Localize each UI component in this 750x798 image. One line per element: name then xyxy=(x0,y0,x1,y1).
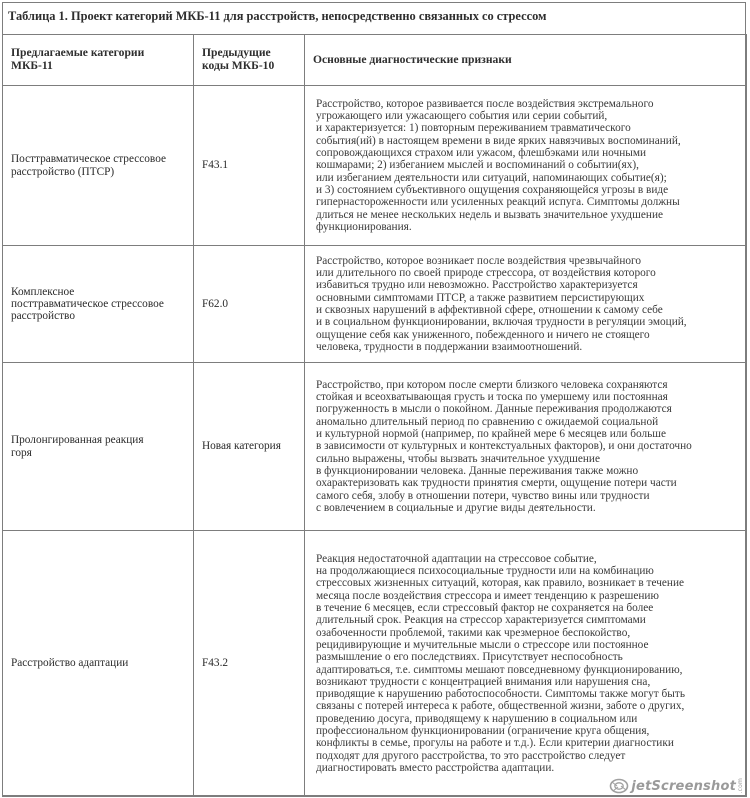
criteria-line: погруженность в мысли о покойном. Данные переживания продолжаются xyxy=(316,403,672,416)
criteria-line: конфликты в семье, прогулы на работе и т.д.). Если критерии диагностики xyxy=(316,737,674,750)
criteria-line: стойкая и всеохватывающая грусть и тоска по умершему или постоянная xyxy=(316,391,668,404)
criteria-line: ощущение себя как униженного, побежденного и ничего не стоящего xyxy=(316,328,650,341)
category-line: посттравматическое стрессовое xyxy=(11,297,164,310)
criteria-line: Реакция недостаточной адаптации на стрессовое событие, xyxy=(316,552,597,565)
criteria-cell xyxy=(305,363,747,531)
criteria-line: функционирования. xyxy=(316,220,412,233)
criteria-line: адаптироваться, т.е. симптомы мешают повседневному функционированию, xyxy=(316,663,683,676)
criteria-line: озабоченности проблемой, такими как чрезмерное беспокойство, xyxy=(316,626,631,639)
criteria-line: основными симптомами ПТСР, а также развитием персистирующих xyxy=(316,291,645,304)
criteria-line: сопровождающихся страхом или ужасом, флешбэками или ночными xyxy=(316,147,647,160)
category-line: расстройство (ПТСР) xyxy=(11,165,115,178)
criteria-line: сильно выражены, чтобы вызвать значительное ухудшение xyxy=(316,452,600,465)
watermark xyxy=(609,778,744,794)
criteria-line: и 3) состоянием субъективного ощущения сохраняющейся угрозы в виде xyxy=(316,183,669,196)
criteria-line: Расстройство, при котором после смерти близкого человека сохраняются xyxy=(316,378,668,391)
header-proposed-categories-line-1: Предлагаемые категории xyxy=(11,46,145,60)
criteria-line: в зависимости от культурных и контекстуальных факторов), и они достаточно xyxy=(316,440,692,453)
criteria-line: события(ий) в настоящем времени в виде ярких навязчивых воспоминаний, xyxy=(316,134,681,147)
header-previous-codes-line-2: коды МКБ-10 xyxy=(202,59,275,72)
criteria-line: рецидивирующие и мучительные мысли о стрессоре или постоянное xyxy=(316,638,649,651)
criteria-line: в течение 6 месяцев, если стрессовый фактор не сохраняется на более xyxy=(316,602,654,615)
category-cell xyxy=(3,246,194,363)
header-diagnostic-criteria: Основные диагностические признаки xyxy=(305,35,747,86)
criteria-line: и культурной нормой (например, по крайней мере 6 месяцев или больше xyxy=(316,428,667,441)
category-cell xyxy=(3,531,194,797)
watermark-text: jetScreenshot xyxy=(631,778,736,794)
criteria-line: длиться не менее нескольких недель и вызвать значительное ухудшение xyxy=(316,208,664,221)
code-cell: F62.0 xyxy=(194,246,305,363)
category-line: Пролонгированная реакция xyxy=(11,434,144,447)
category-cell xyxy=(3,363,194,531)
criteria-line: диагностировать вместо расстройства адаптации. xyxy=(316,761,555,774)
criteria-line: или длительного по своей природе стрессора, от воздействия которого xyxy=(316,267,656,280)
criteria-line: избавиться трудно или невозможно. Расстройство характеризуется xyxy=(316,279,638,292)
header-proposed-categories-line-2: МКБ-11 xyxy=(11,59,53,72)
criteria-line: охарактеризовать как трудности принятия смерти, ощущение потери части xyxy=(316,477,677,490)
criteria-line: подходят для другого расстройства, то это расстройство следует xyxy=(316,749,626,762)
header-previous-codes xyxy=(194,35,305,86)
criteria-line: Расстройство, которое развивается после воздействия экстремального xyxy=(316,97,654,110)
criteria-line: и сквозных нарушений в аффективной сфере, отношении к самому себе xyxy=(316,304,663,316)
criteria-line: приводящие к нарушению работоспособности. Симптомы также могут быть xyxy=(316,688,685,701)
header-proposed-categories xyxy=(3,35,194,86)
criteria-line: и в социальном функционировании, включая трудности в регуляции эмоций, xyxy=(316,316,687,329)
criteria-line: профессиональном функционировании (ограничение круга общения, xyxy=(316,724,650,737)
icd-stress-disorders-table xyxy=(2,34,747,797)
criteria-line: проведению досуга, приводящему к нарушению в социальном или xyxy=(316,712,638,725)
table-row xyxy=(3,86,747,246)
category-line: горя xyxy=(11,446,32,459)
criteria-line: в функционировании человека. Данные переживания также можно xyxy=(316,464,639,477)
criteria-cell xyxy=(305,86,747,246)
table-header-row xyxy=(3,35,747,86)
criteria-line: самого себя, злобу в отношении потери, чувство вины или трудности xyxy=(316,489,650,502)
header-previous-codes-line-1: Предыдущие xyxy=(202,46,271,60)
table-caption: Таблица 1. Проект категорий МКБ-11 для расстройств, непосредственно связанных со стрессом xyxy=(8,9,547,23)
table-row xyxy=(3,246,747,363)
criteria-cell xyxy=(305,531,747,797)
criteria-line: гипернастороженности или усиленных реакций испуга. Симптомы должны xyxy=(316,196,680,209)
criteria-line: размышление о его последствиях. Присутствует неспособность xyxy=(316,651,623,664)
camera-aperture-icon xyxy=(609,778,629,794)
category-line: Посттравматическое стрессовое xyxy=(11,153,166,166)
watermark-suffix: .com xyxy=(737,778,744,794)
criteria-line: месяца после воздействия стрессора и имеет тенденцию к разрешению xyxy=(316,589,659,602)
criteria-line: или избеганием деятельности или ситуаций, напоминающих событие(я); xyxy=(316,171,667,184)
category-line: Комплексное xyxy=(11,285,75,298)
category-line: Расстройство адаптации xyxy=(11,657,129,670)
code-cell: F43.2 xyxy=(194,531,305,797)
criteria-line: связаны с потерей интереса к работе, общественной жизни, заботе о других, xyxy=(316,700,685,713)
criteria-line: угрожающего или ужасающего события или серии событий, xyxy=(316,110,608,123)
criteria-line: аномально длительный период по сравнению с ожидаемой социальной xyxy=(316,415,659,428)
category-line: расстройство xyxy=(11,310,75,323)
category-cell xyxy=(3,86,194,246)
table-row xyxy=(3,531,747,797)
criteria-line: длительный срок. Реакция на стрессор характеризуется симптомами xyxy=(316,614,646,627)
criteria-line: на продолжающиеся психосоциальные трудности или на комбинацию xyxy=(316,565,654,578)
criteria-line: стрессовых жизненных ситуаций, которая, как правило, возникает в течение xyxy=(316,577,684,590)
criteria-line: и характеризуется: 1) повторным переживанием травматического xyxy=(316,122,631,135)
code-cell: Новая категория xyxy=(194,363,305,531)
criteria-line: человека, трудности в поддержании взаимоотношений. xyxy=(316,340,583,353)
criteria-line: возникают трудности с концентрацией внимания или нарушения сна, xyxy=(316,675,651,688)
criteria-cell xyxy=(305,246,747,363)
table-row xyxy=(3,363,747,531)
criteria-line: кошмарами; 2) избеганием мыслей и воспоминаний о событии(ях), xyxy=(316,159,639,172)
criteria-line: с вовлечением в социальные и другие виды деятельности. xyxy=(316,501,596,514)
code-cell: F43.1 xyxy=(194,86,305,246)
criteria-line: Расстройство, которое возникает после воздействия чрезвычайного xyxy=(316,254,642,267)
